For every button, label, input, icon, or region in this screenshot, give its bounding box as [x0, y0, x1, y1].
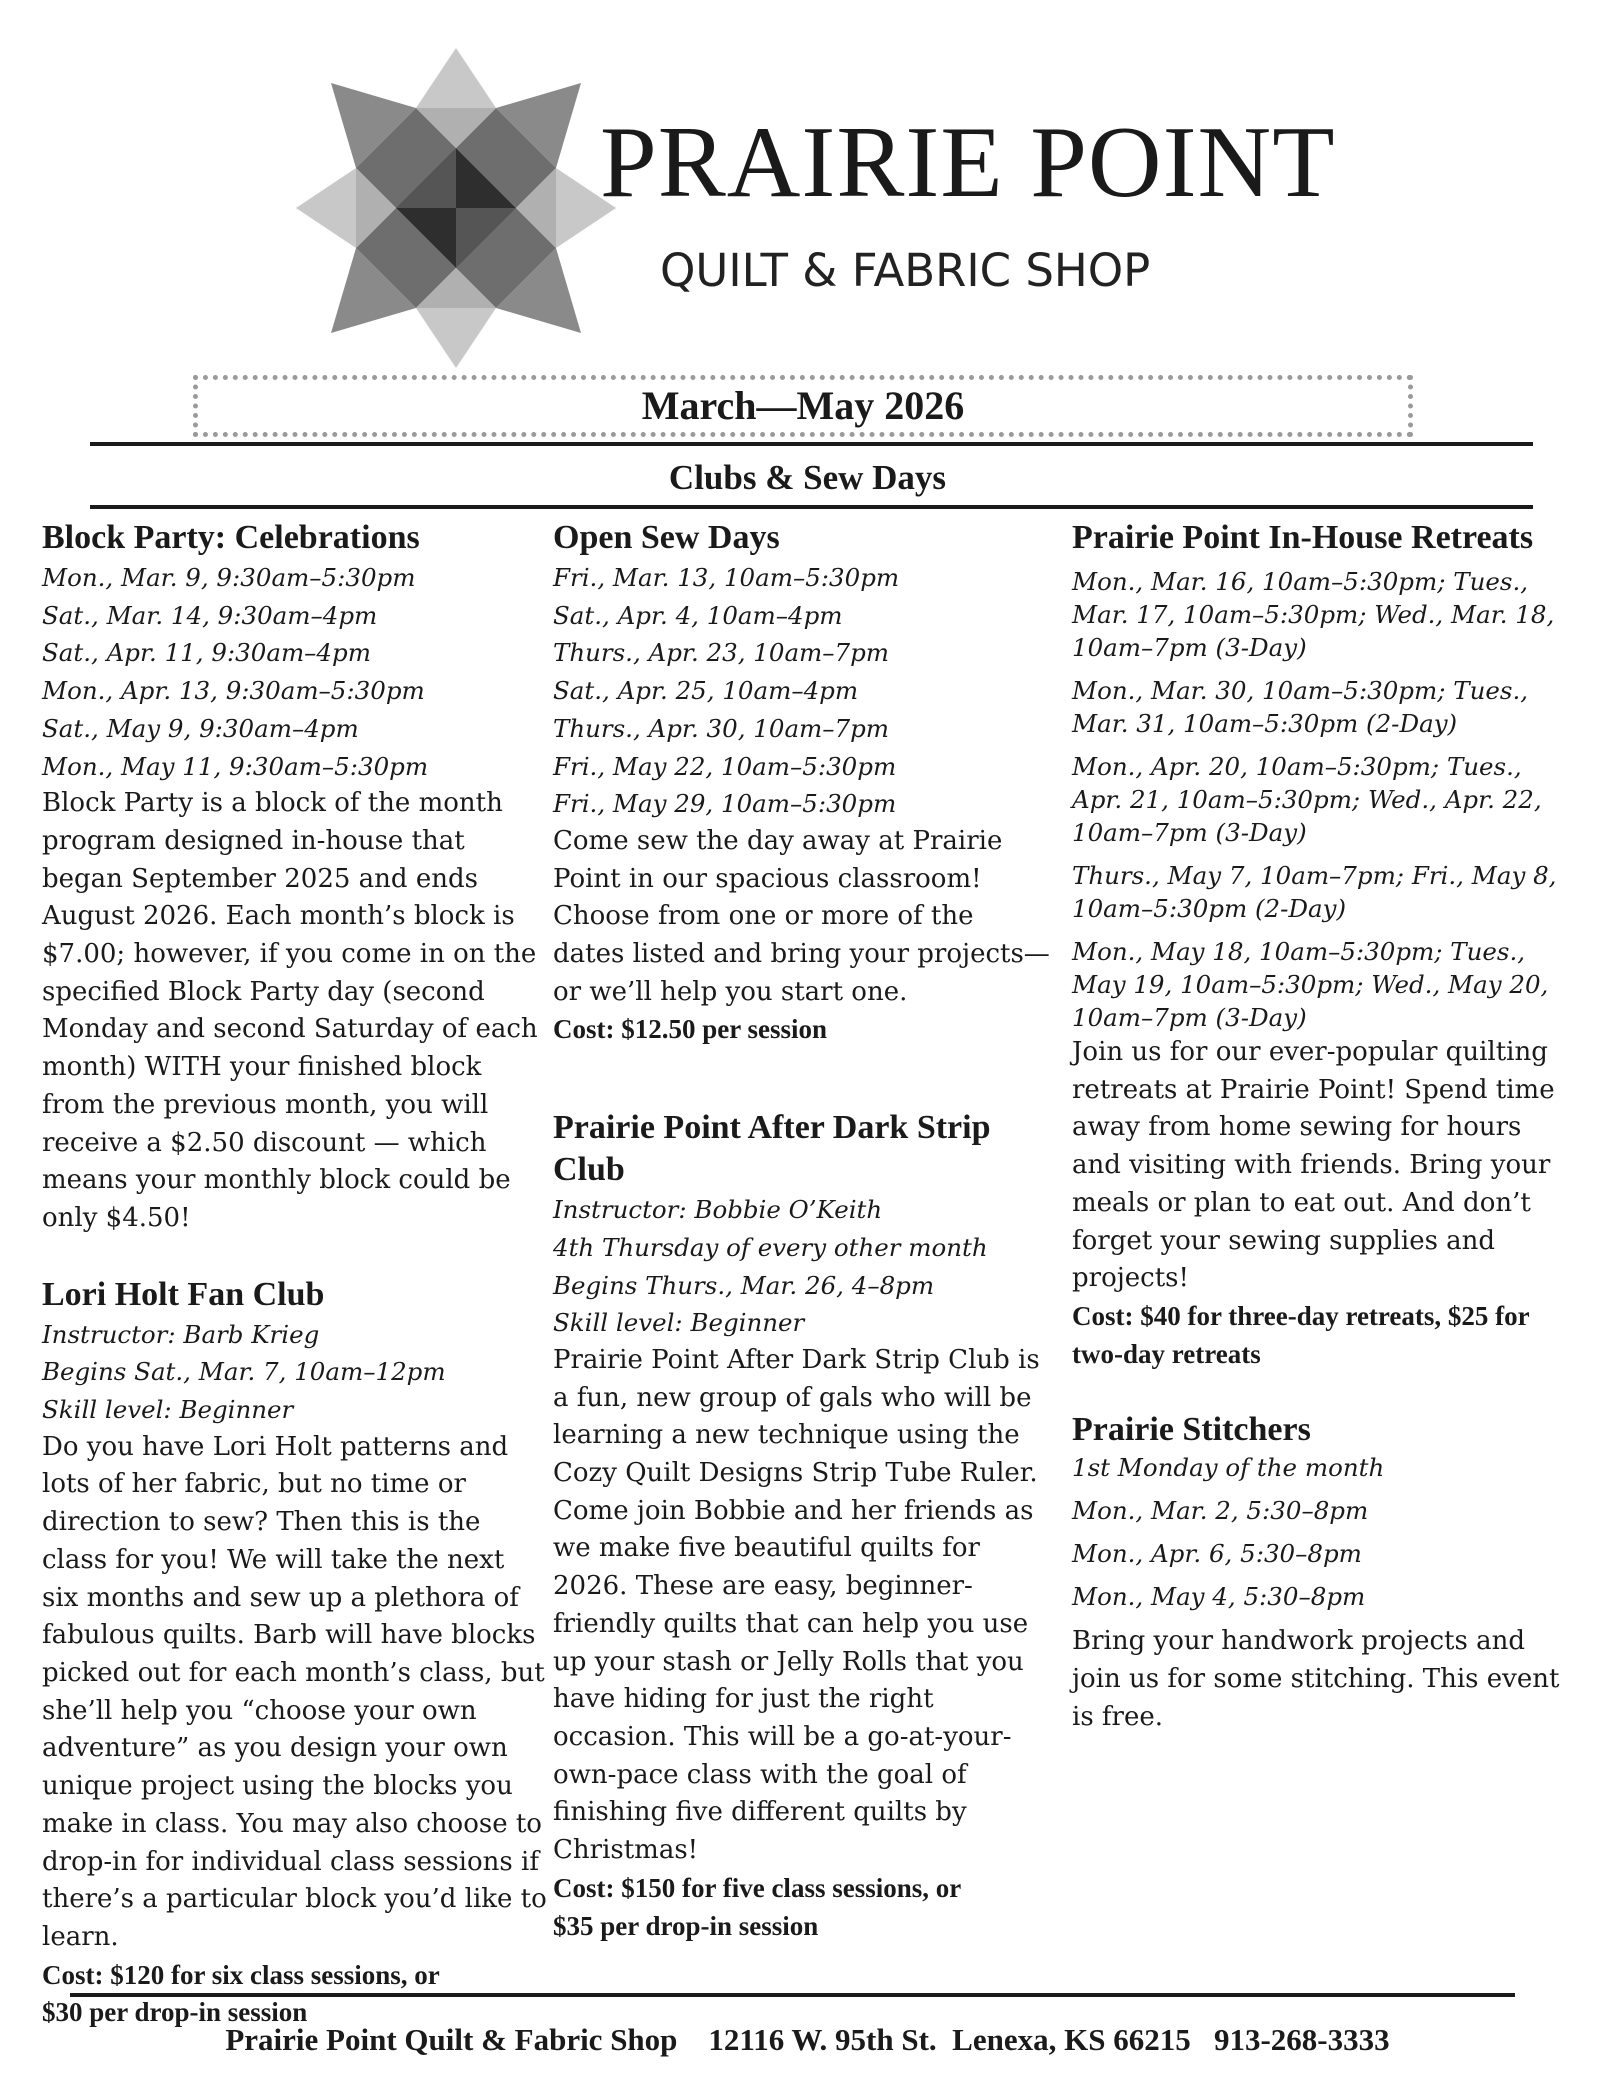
after-dark-detail: Instructor: Bobbie O’Keith	[553, 1195, 883, 1225]
after-dark-detail: 4th Thursday of every other month	[553, 1232, 988, 1262]
after-dark-detail: Begins Thurs., Mar. 26, 4–8pm	[553, 1270, 935, 1300]
date-range: March—May 2026	[641, 383, 965, 428]
spacer	[553, 1049, 1053, 1107]
divider-footer	[70, 1993, 1515, 1997]
column-middle	[553, 517, 1053, 1945]
retreats-description: Join us for our ever-popular quilting retreats at Prairie Point! Spend time away from home sewing for hours and visiting with friends. Bring your meals or plan to eat out. And don’t forget your sewing supplies and projects!	[1072, 1037, 1555, 1294]
retreat-dates: Mon., May 18, 10am–5:30pm; Tues., May 19, 10am–5:30pm; Wed., May 20, 10am–7pm (3-Day)	[1072, 937, 1549, 1032]
block-party-title: Block Party: Celebrations	[42, 519, 420, 556]
block-party-date: Mon., Apr. 13, 9:30am–5:30pm	[42, 676, 425, 706]
open-sew-description: Come sew the day away at Prairie Point in our spacious classroom! Choose from one or more of the dates listed and bring your projects—or we’ll help you start one.	[553, 825, 1050, 1007]
retreat-dates: Mon., Apr. 20, 10am–5:30pm; Tues., Apr. 21, 10am–5:30pm; Wed., Apr. 22, 10am–7pm (3-Day)	[1072, 752, 1542, 847]
stitchers-date: Mon., Apr. 6, 5:30–8pm	[1072, 1539, 1362, 1569]
after-dark-title: Prairie Point After Dark Strip Club	[553, 1109, 991, 1189]
block-party-date: Sat., May 9, 9:30am–4pm	[42, 713, 359, 743]
retreat-dates: Mon., Mar. 30, 10am–5:30pm; Tues., Mar. 31, 10am–5:30pm (2-Day)	[1072, 676, 1529, 738]
column-right	[1072, 517, 1577, 1736]
lori-holt-detail: Instructor: Barb Krieg	[42, 1319, 320, 1349]
section-title: Clubs & Sew Days	[668, 458, 947, 497]
open-sew-title: Open Sew Days	[553, 519, 780, 556]
open-sew-date: Fri., May 22, 10am–5:30pm	[553, 751, 897, 781]
open-sew-cost: Cost: $12.50 per session	[553, 1014, 828, 1045]
retreats-cost: Cost: $40 for three-day retreats, $25 for two-day retreats	[1072, 1300, 1530, 1369]
stitchers-description: Bring your handwork projects and join us for some stitching. This event is free.	[1072, 1626, 1560, 1732]
after-dark-cost: Cost: $150 for five class sessions, or $35 per drop-in session	[553, 1872, 961, 1941]
retreats-title: Prairie Point In-House Retreats	[1072, 519, 1534, 556]
block-party-date: Sat., Apr. 11, 9:30am–4pm	[42, 638, 371, 668]
open-sew-date: Fri., Mar. 13, 10am–5:30pm	[553, 563, 900, 592]
lori-holt-cost: Cost: $120 for six class sessions, or $30 per drop-in session	[42, 1959, 440, 2028]
divider-section	[90, 505, 1533, 509]
open-sew-date: Sat., Apr. 25, 10am–4pm	[553, 676, 859, 706]
block-party-description: Block Party is a block of the month program designed in-house that began September 2025 and ends August 2026. Each month’s block is $7.00; however, if you come in on the specified Block Party day (second Monday and second Saturday of each month) WITH your finished block from the previous month, you will receive a $2.50 discount — which means your monthly block could be only $4.50!	[42, 788, 538, 1233]
block-party-date: Mon., May 11, 9:30am–5:30pm	[42, 751, 429, 781]
footer-address: Prairie Point Quilt & Fabric Shop 12116 W. 95th St. Lenexa, KS 66215 913-268-3333	[225, 2022, 1390, 2057]
open-sew-date: Thurs., Apr. 30, 10am–7pm	[553, 713, 890, 743]
logo-star-icon	[296, 48, 616, 368]
lori-holt-detail: Begins Sat., Mar. 7, 10am–12pm	[42, 1357, 446, 1387]
stitchers-date: Mon., May 4, 5:30–8pm	[1072, 1582, 1366, 1612]
spacer	[1072, 1373, 1577, 1409]
stitchers-date: Mon., Mar. 2, 5:30–8pm	[1072, 1496, 1369, 1526]
divider-top	[90, 442, 1533, 446]
block-party-date: Sat., Mar. 14, 9:30am–4pm	[42, 600, 378, 630]
brand-subtitle: QUILT & FABRIC SHOP	[660, 244, 1151, 297]
open-sew-date: Sat., Apr. 4, 10am–4pm	[553, 600, 843, 630]
brand-title: PRAIRIE POINT	[600, 106, 1336, 219]
open-sew-date: Thurs., Apr. 23, 10am–7pm	[553, 638, 890, 668]
date-range-box	[193, 375, 1413, 437]
block-party-date: Mon., Mar. 9, 9:30am–5:30pm	[42, 563, 416, 592]
lori-holt-detail: Skill level: Beginner	[42, 1395, 294, 1425]
stitchers-date: 1st Monday of the month	[1072, 1453, 1385, 1483]
after-dark-detail: Skill level: Beginner	[553, 1308, 805, 1338]
spacer	[42, 1238, 547, 1274]
open-sew-date: Fri., May 29, 10am–5:30pm	[553, 789, 897, 819]
column-left	[42, 517, 547, 2032]
lori-holt-description: Do you have Lori Holt patterns and lots of her fabric, but no time or direction to sew? Then this is the class for you! We will take the next six months and sew up a plethora of fabulous quilts. Barb will have blocks picked out for each month’s class, but she’ll help you “choose your own adventure” as you design your own unique project using the blocks you make in class. You may also choose to drop-in for individual class sessions if there’s a particular block you’d like to learn.	[42, 1431, 547, 1952]
after-dark-description: Prairie Point After Dark Strip Club is a fun, new group of gals who will be learning a new technique using the Cozy Quilt Designs Strip Tube Ruler. Come join Bobbie and her friends as we make five beautiful quilts for 2026. These are easy, beginner-friendly quilts that can help you use up your stash or Jelly Rolls that you have hiding for just the right occasion. This will be a go-at-your-own-pace class with the goal of finishing five different quilts by Christmas!	[553, 1344, 1040, 1866]
lori-holt-title: Lori Holt Fan Club	[42, 1275, 325, 1313]
retreat-dates: Thurs., May 7, 10am–7pm; Fri., May 8, 10am–5:30pm (2-Day)	[1072, 861, 1557, 923]
stitchers-title: Prairie Stitchers	[1072, 1411, 1311, 1449]
retreat-dates: Mon., Mar. 16, 10am–5:30pm; Tues., Mar. 17, 10am–5:30pm; Wed., Mar. 18, 10am–7pm (3-Day)	[1072, 567, 1555, 662]
